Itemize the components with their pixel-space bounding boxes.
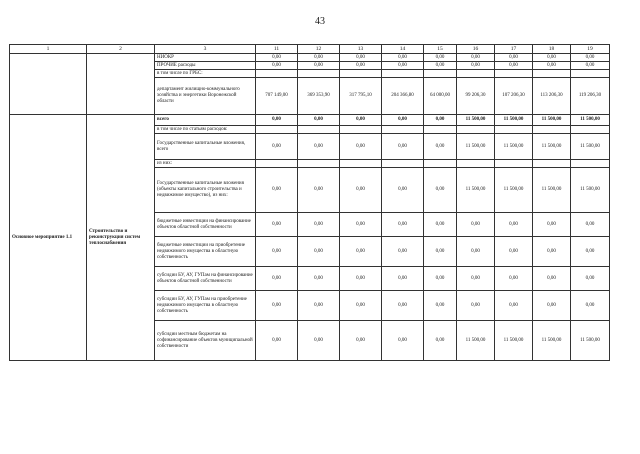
row-description: субсидии БУ, АУ, ГУПам на приобретение недвижимого имущества в областную собственность [155,291,256,321]
value-cell: 0,00 [382,54,424,62]
page-number: 43 [315,16,325,27]
row-description: всего [155,115,256,126]
value-cell [571,70,610,78]
value-cell: 0,00 [340,168,382,213]
value-cell: 0,00 [424,267,457,291]
value-cell: 0,00 [457,54,495,62]
value-cell [571,126,610,134]
value-cell: 0,00 [571,54,610,62]
column-header: 14 [382,45,424,54]
value-cell: 0,00 [256,267,298,291]
value-cell: 0,00 [495,267,533,291]
column-header: 3 [155,45,256,54]
value-cell: 11 500,00 [571,134,610,160]
value-cell: 0,00 [298,168,340,213]
row-description: субсидии местным бюджетам на софинансирование объектов муниципальной собственности [155,321,256,361]
value-cell [495,70,533,78]
column-header: 1 [10,45,87,54]
value-cell [424,70,457,78]
value-cell: 0,00 [298,321,340,361]
value-cell [457,126,495,134]
value-cell: 0,00 [571,213,610,237]
value-cell: 0,00 [457,237,495,267]
row-description: бюджетные инвестиции на финансирование объектов областной собственности [155,213,256,237]
value-cell: 0,00 [571,237,610,267]
value-cell: 0,00 [571,62,610,70]
value-cell: 0,00 [298,267,340,291]
column-header: 11 [256,45,298,54]
value-cell: 0,00 [340,134,382,160]
row-description: субсидии БУ, АУ, ГУПам на финансирование объектов областной собственности [155,267,256,291]
value-cell: 317 795,10 [340,78,382,115]
budget-table [9,44,610,361]
value-cell: 0,00 [533,62,571,70]
value-cell [256,70,298,78]
value-cell [457,70,495,78]
value-cell: 11 500,00 [495,321,533,361]
value-cell: 369 353,90 [298,78,340,115]
value-cell: 11 500,00 [571,115,610,126]
value-cell: 0,00 [424,168,457,213]
value-cell [382,126,424,134]
value-cell [457,160,495,168]
measure-name: Основное мероприятие 1.1 [10,115,87,361]
value-cell: 0,00 [533,213,571,237]
value-cell: 0,00 [340,237,382,267]
value-cell: 11 500,00 [571,321,610,361]
value-cell: 11 500,00 [457,321,495,361]
value-cell: 0,00 [298,213,340,237]
value-cell: 0,00 [340,115,382,126]
row-description: в том числе по ГРБС: [155,70,256,78]
value-cell: 0,00 [340,62,382,70]
value-cell: 0,00 [424,291,457,321]
value-cell [571,160,610,168]
value-cell: 11 500,00 [533,115,571,126]
value-cell: 0,00 [533,291,571,321]
value-cell: 0,00 [495,54,533,62]
value-cell: 11 500,00 [533,134,571,160]
row-description: Государственные капитальные вложения (объекты капитального строительства и недвижимое имущество), из них: [155,168,256,213]
row-description: в том числе по статьям расходов: [155,126,256,134]
value-cell [533,70,571,78]
value-cell [495,126,533,134]
value-cell [340,70,382,78]
value-cell: 0,00 [298,291,340,321]
value-cell: 0,00 [298,62,340,70]
value-cell: 0,00 [256,321,298,361]
value-cell: 0,00 [571,267,610,291]
value-cell: 0,00 [382,168,424,213]
value-cell: 0,00 [424,54,457,62]
column-header: 13 [340,45,382,54]
value-cell: 11 500,00 [495,134,533,160]
value-cell: 0,00 [424,134,457,160]
column-header: 12 [298,45,340,54]
value-cell: 0,00 [256,134,298,160]
value-cell: 0,00 [457,291,495,321]
value-cell: 0,00 [298,134,340,160]
continued-col2 [87,54,155,115]
value-cell [533,160,571,168]
value-cell: 204 366,80 [382,78,424,115]
value-cell: 0,00 [256,213,298,237]
value-cell [298,126,340,134]
value-cell: 0,00 [424,62,457,70]
value-cell [340,126,382,134]
header-row [10,45,610,54]
value-cell: 0,00 [533,54,571,62]
column-header: 16 [457,45,495,54]
value-cell: 0,00 [256,115,298,126]
value-cell: 0,00 [382,62,424,70]
value-cell: 0,00 [382,213,424,237]
measure-title: Строительство и реконструкция систем теплоснабжения [87,115,155,361]
value-cell: 0,00 [382,237,424,267]
value-cell: 11 500,00 [533,321,571,361]
row-description: бюджетные инвестиции на приобретение недвижимого имущества в областную собственность [155,237,256,267]
column-header: 2 [87,45,155,54]
value-cell [495,160,533,168]
column-header: 18 [533,45,571,54]
value-cell: 0,00 [424,321,457,361]
value-cell: 0,00 [340,321,382,361]
value-cell: 64 000,00 [424,78,457,115]
value-cell: 0,00 [457,62,495,70]
value-cell: 0,00 [340,267,382,291]
value-cell [424,160,457,168]
value-cell: 119 206,30 [571,78,610,115]
column-header: 17 [495,45,533,54]
continued-col1 [10,54,87,115]
value-cell: 0,00 [298,237,340,267]
value-cell [382,70,424,78]
value-cell: 0,00 [571,291,610,321]
value-cell: 707 149,00 [256,78,298,115]
row-description: департамент жилищно-коммунального хозяйства и энергетики Воронежской области [155,78,256,115]
value-cell: 0,00 [298,54,340,62]
table-row [10,54,610,62]
value-cell: 0,00 [495,62,533,70]
value-cell: 0,00 [256,54,298,62]
row-description: Государственные капитальные вложения, всего [155,134,256,160]
value-cell: 0,00 [256,237,298,267]
column-header: 19 [571,45,610,54]
value-cell: 11 500,00 [495,168,533,213]
value-cell: 0,00 [495,213,533,237]
value-cell: 11 500,00 [457,134,495,160]
value-cell: 0,00 [340,54,382,62]
value-cell: 0,00 [256,62,298,70]
value-cell: 0,00 [382,321,424,361]
value-cell: 0,00 [424,213,457,237]
row-description: НИОКР [155,54,256,62]
value-cell: 0,00 [457,213,495,237]
value-cell: 99 206,30 [457,78,495,115]
table-row [10,115,610,126]
value-cell: 0,00 [424,115,457,126]
column-header: 15 [424,45,457,54]
value-cell [256,126,298,134]
value-cell [424,126,457,134]
row-description: из них: [155,160,256,168]
value-cell: 0,00 [457,267,495,291]
value-cell [256,160,298,168]
value-cell [382,160,424,168]
value-cell: 11 500,00 [533,168,571,213]
value-cell: 0,00 [256,291,298,321]
value-cell [298,70,340,78]
value-cell [533,126,571,134]
value-cell: 0,00 [382,291,424,321]
value-cell: 11 500,00 [457,115,495,126]
value-cell: 0,00 [495,291,533,321]
value-cell: 11 500,00 [457,168,495,213]
value-cell: 0,00 [424,237,457,267]
value-cell [340,160,382,168]
value-cell: 0,00 [495,237,533,267]
value-cell: 113 206,30 [533,78,571,115]
value-cell: 0,00 [533,237,571,267]
value-cell: 0,00 [256,168,298,213]
value-cell: 0,00 [382,134,424,160]
value-cell: 0,00 [382,267,424,291]
value-cell: 0,00 [340,291,382,321]
value-cell: 0,00 [533,267,571,291]
value-cell: 0,00 [382,115,424,126]
value-cell: 11 500,00 [495,115,533,126]
row-description: ПРОЧИЕ расходы [155,62,256,70]
value-cell: 11 500,00 [571,168,610,213]
value-cell: 0,00 [298,115,340,126]
value-cell [298,160,340,168]
value-cell: 107 206,30 [495,78,533,115]
value-cell: 0,00 [340,213,382,237]
